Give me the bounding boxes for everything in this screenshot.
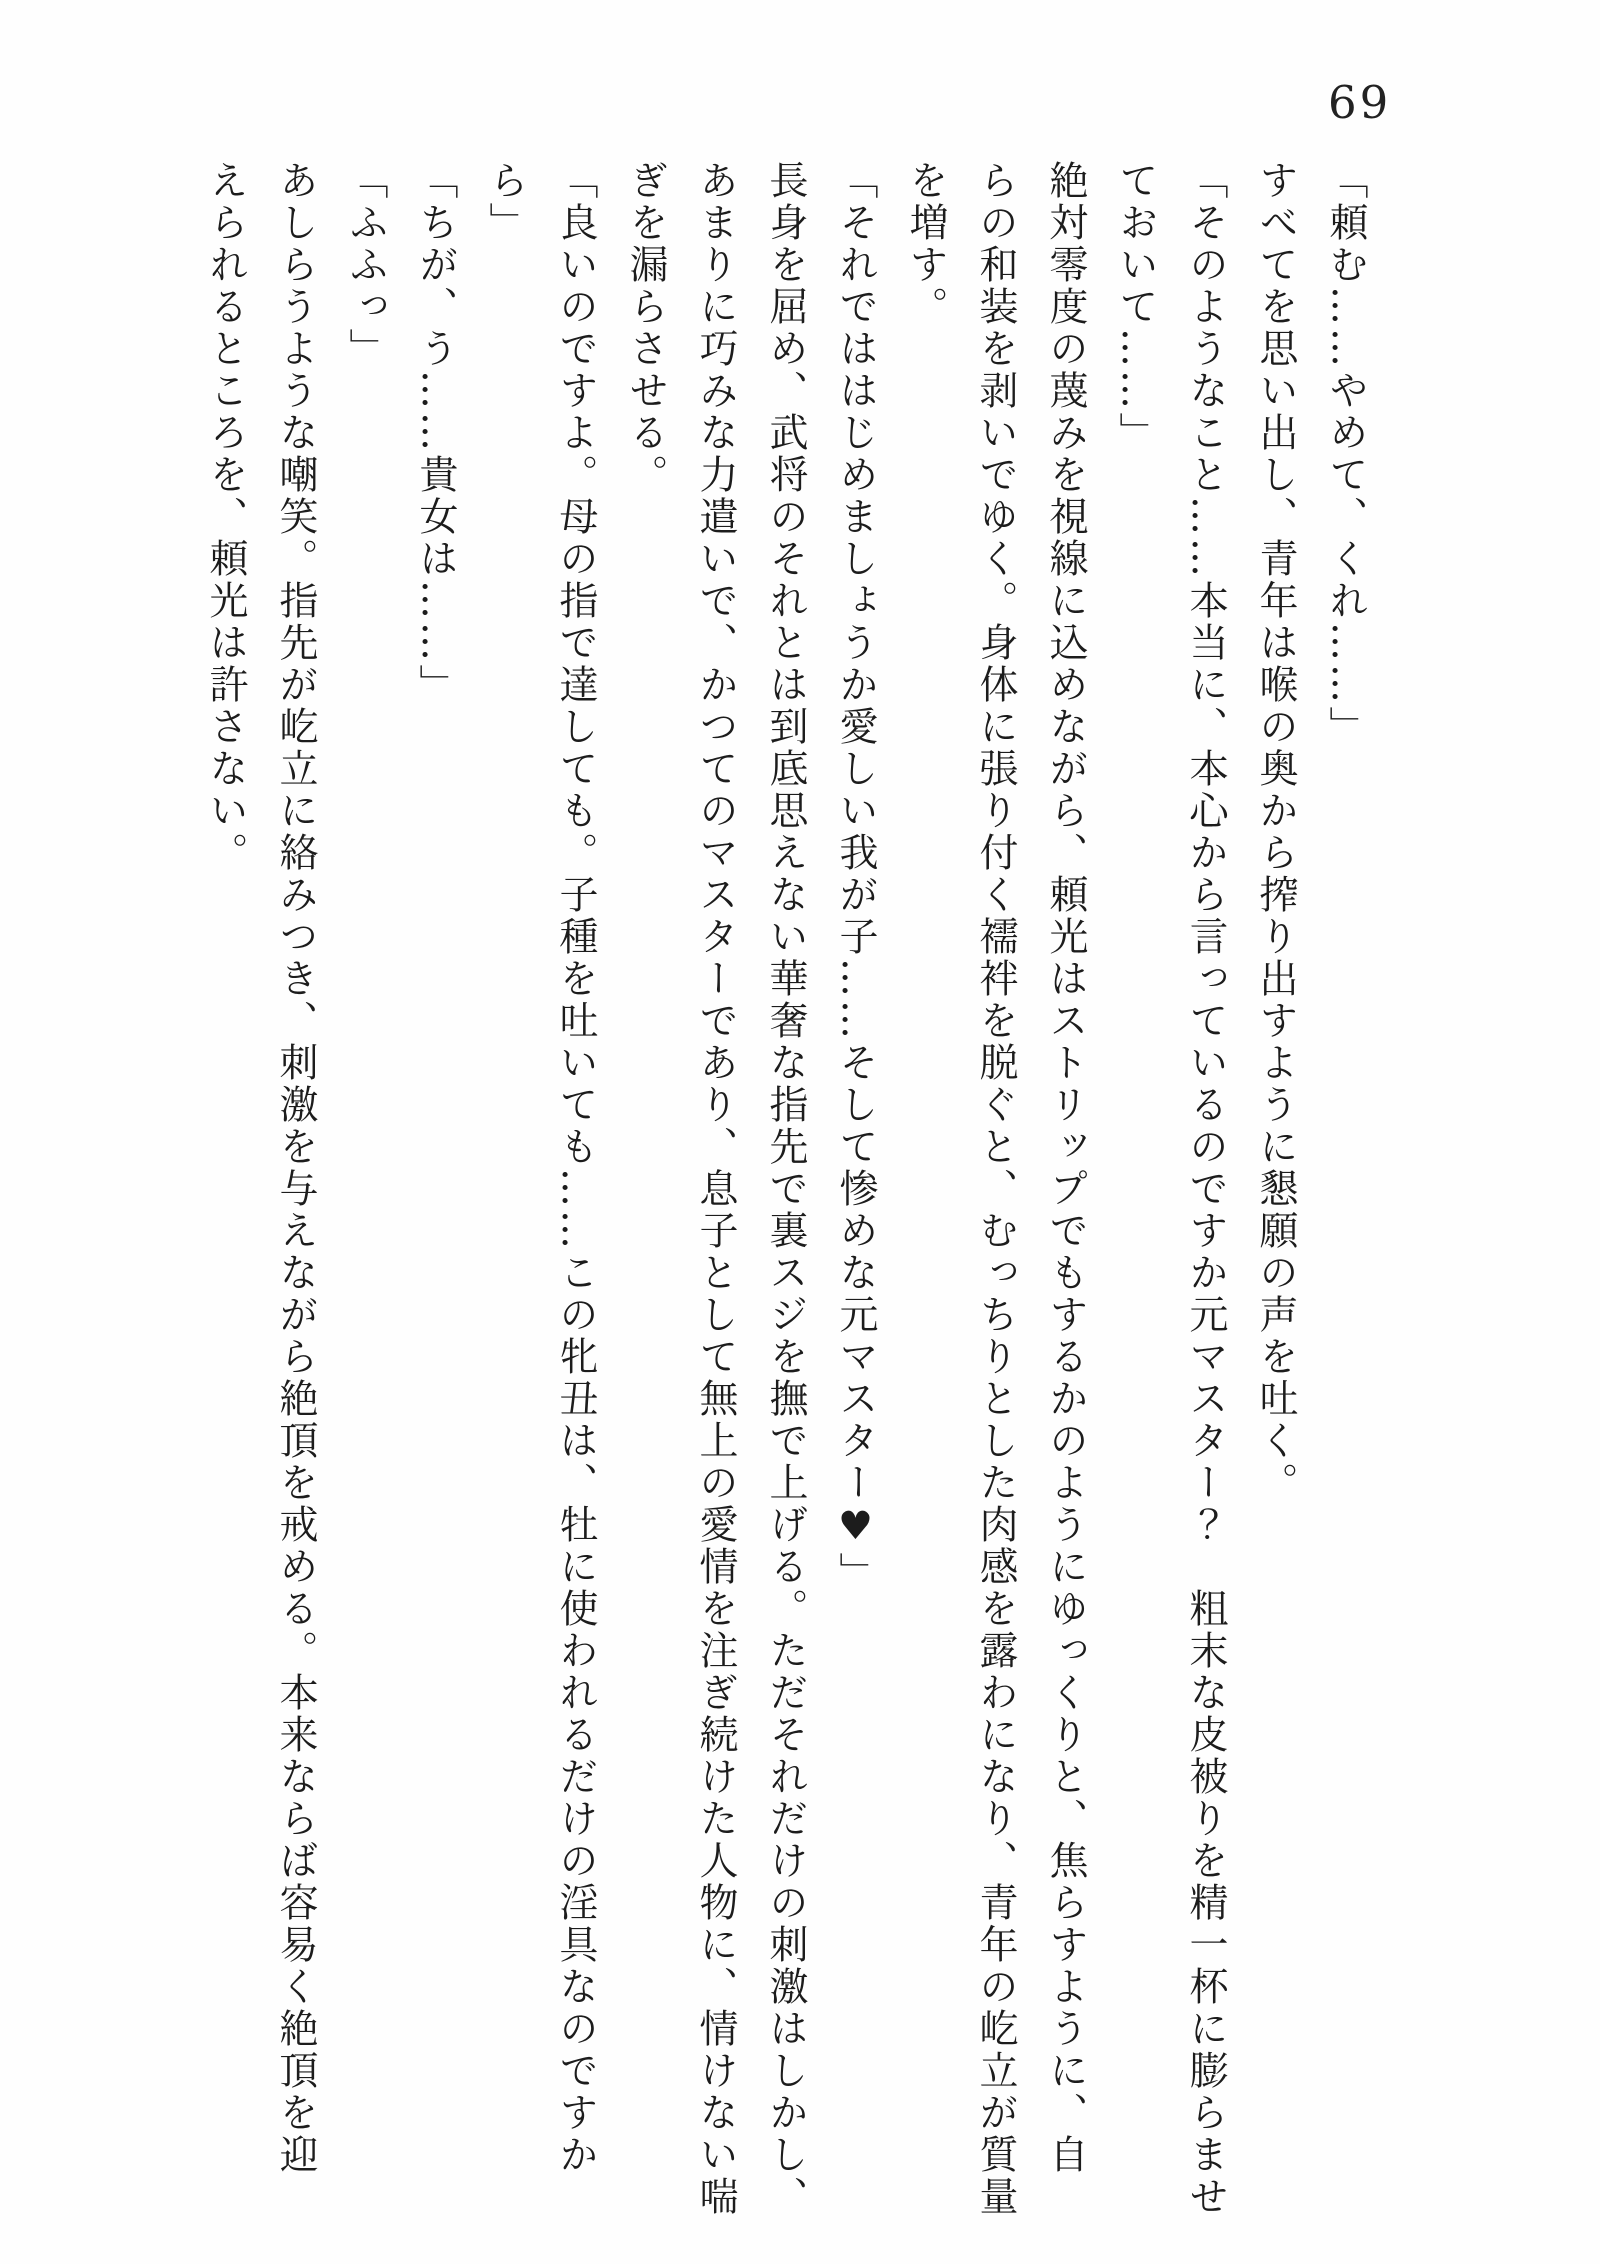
text-column: 「良いのですよ。母の指で達しても。子種を吐いても……この牝丑は、牡に使われるだけの淫具なのですか: [553, 160, 598, 2176]
text-column: すべてを思い出し、青年は喉の奥から搾り出すように懇願の声を吐く。: [1253, 160, 1298, 1504]
text-column: 「ふふっ」: [343, 160, 388, 370]
text-column: ら」: [483, 160, 528, 244]
text-column: 「そのようなこと……本当に、本心から言っているのですか元マスター？ 粗末な皮被りを精一杯に膨らませ: [1183, 160, 1228, 2218]
text-column: 「頼む……やめて、くれ……」: [1323, 160, 1368, 748]
text-columns: [190, 160, 1380, 2260]
text-column: 「それでははじめましょうか愛しい我が子……そして惨めな元マスター♥」: [833, 160, 878, 1594]
text-column: を増す。: [903, 160, 948, 328]
text-column: 長身を屈め、武将のそれとは到底思えない華奢な指先で裏スジを撫で上げる。ただそれだけの刺激はしかし、: [763, 160, 808, 2218]
text-column: あまりに巧みな力遣いで、かつてのマスターであり、息子として無上の愛情を注ぎ続けた人物に、情けない喘: [693, 160, 738, 2218]
text-column: 絶対零度の蔑みを視線に込めながら、頼光はストリップでもするかのようにゆっくりと、焦らすように、自: [1043, 160, 1088, 2176]
text-column: ぎを漏らさせる。: [623, 160, 668, 496]
page-number: 69: [1328, 76, 1392, 129]
text-column: らの和装を剥いでゆく。身体に張り付く襦袢を脱ぐと、むっちりとした肉感を露わになり、青年の屹立が質量: [973, 160, 1018, 2218]
text-column: ておいて……」: [1113, 160, 1158, 454]
text-column: あしらうような嘲笑。指先が屹立に絡みつき、刺激を与えながら絶頂を戒める。本来ならば容易く絶頂を迎: [273, 160, 318, 2176]
text-column: 「ちが、う……貴女は……」: [413, 160, 458, 706]
text-column: えられるところを、頼光は許さない。: [203, 160, 248, 874]
